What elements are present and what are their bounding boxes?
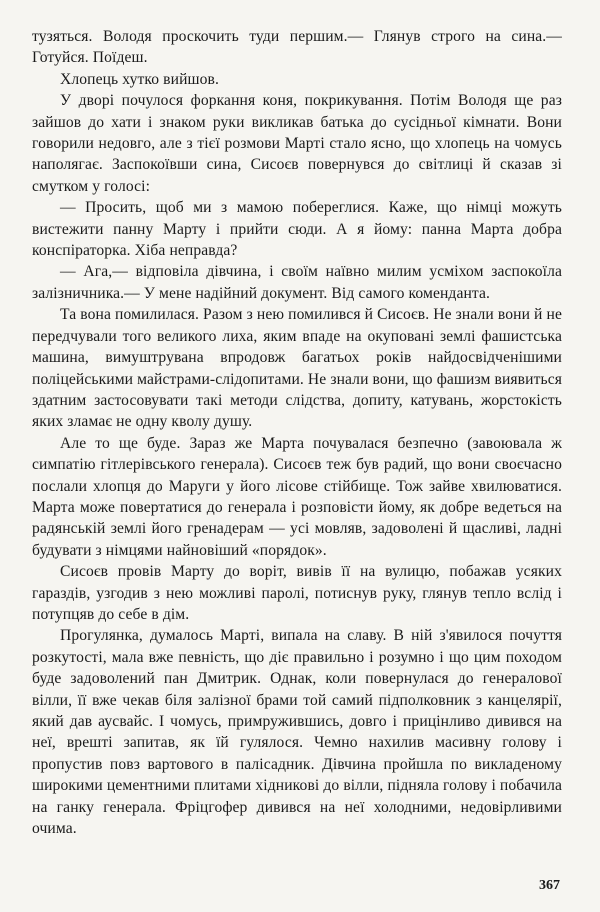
page-number: 367	[539, 878, 560, 893]
paragraph: — Просить, щоб ми з мамою побереглися. Каже, що німці можуть вистежити панну Марту і прийти сюди. А я йому: панна Марта добра конспіраторка. Хіба неправда?	[32, 199, 562, 260]
paragraph: Хлопець хутко вийшов.	[60, 70, 219, 88]
paragraph: Сисоєв провів Марту до воріт, вивів її на вулицю, побажав усяких гараздів, узгодив з нею можливі паролі, потиснув руку, глянув тепло вслід і потупцяв до себе в дім.	[32, 563, 562, 623]
paragraph: Та вона помилилася. Разом з нею помилився й Сисоєв. Не знали вони й не передчували того великого лиха, яким впаде на окуповані землі фашистська машина, вимуштрувана впродовж багатьох років найдосвідченішими поліцейськими майстрами-слідопитами. Не знали вони, що фашизм виявиться здатним застосовувати такі методи слідства, допиту, катувань, жорстокість яких зламає не одну кволу душу.	[32, 306, 562, 431]
paragraph: У дворі почулося форкання коня, покрикування. Потім Володя ще раз зайшов до хати і знаком руки викликав батька до сусідньої кімнати. Вони говорили недовго, але з тієї розмови Марті стало ясно, що хлопець на чомусь наполягає. Заспокоївши сина, Сисоєв повернувся до світлиці й сказав зі смутком у голосі:	[32, 92, 562, 195]
paragraph: Але то ще буде. Зараз же Марта почувалася безпечно (завоювала ж симпатію гітлерівського генерала). Сисоєв теж був радий, що вони своєчасно послали хлопця до Маруги у його лісове стійбище. Тож зайве хвилюватися. Марта може повертатися до генерала і розповісти йому, як добре ведеться на радянській землі його гренадерам — усі мовляв, задоволені й щасливі, ладні будувати з німцями найновіший «порядок».	[32, 434, 562, 559]
paragraph: — Ага,— відповіла дівчина, і своїм наївно милим усміхом заспокоїла залізничника.— У мене надійний документ. Від самого коменданта.	[32, 263, 562, 302]
paragraph: тузяться. Володя проскочить туди першим.— Глянув строго на сина.— Готуйся. Поїдеш.	[32, 28, 562, 67]
body-text	[32, 26, 562, 839]
paragraph: Прогулянка, думалось Марті, випала на славу. В ній з'явилося почуття розкутості, мала вже певність, що діє правильно і розумно і що цим походом буде задоволений пан Дмитрик. Однак, коли повернулася до генералової вілли, її вже чекав біля залізної брами той самий підполковник з канцелярії, який дав аусвайс. І чомусь, примружившись, довго і прицінливо дивився на неї, врешті запитав, як їй гулялося. Чемно нахилив масивну голову і пропустив повз вартового в палісадник. Дівчина пройшла по викладеному широкими цементними плитами хідникові до вілли, підняла голову і побачила на ганку генерала. Фріцгофер дивився на неї холодними, недовірливими очима.	[32, 627, 562, 838]
